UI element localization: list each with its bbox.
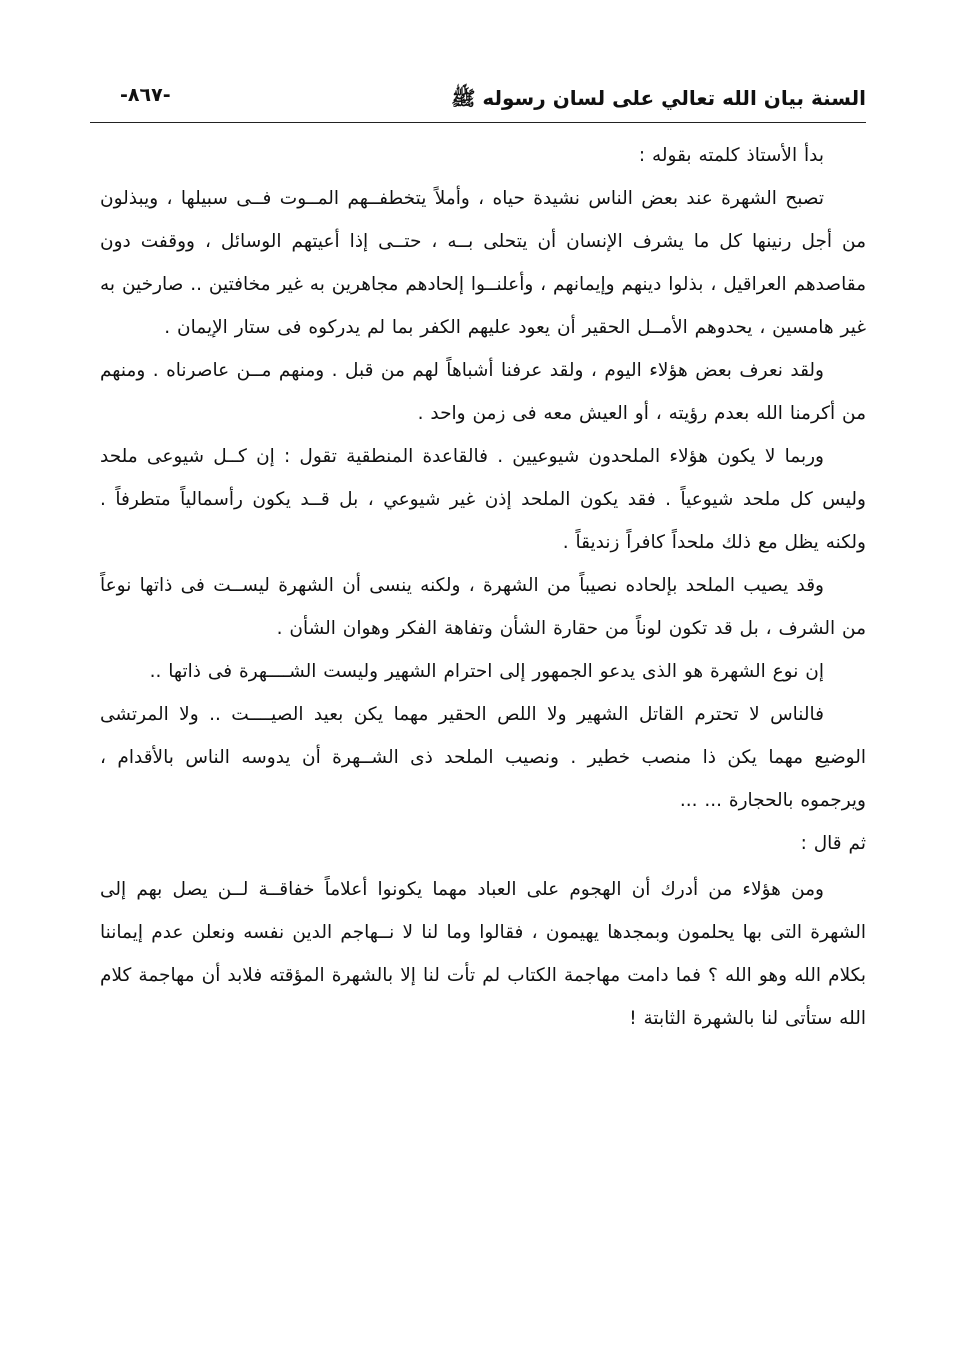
paragraph-then-said: ثم قال : <box>800 833 866 854</box>
paragraph: ولقد نعرف بعض هؤلاء اليوم ، ولقد عرفنا أشباهاً لهم من قبل . ومنهم مــن عاصرناه . ومنهم من أكرمنا الله بعدم رؤيته ، أو العيش معه فى زمن واحد . <box>100 360 866 424</box>
paragraph: وربما لا يكون هؤلاء الملحدون شيوعيين . فالقاعدة المنطقية تقول : إن كــل شيوعى ملحد وليس كل ملحد شيوعياً . فقد يكون الملحد إذن غير شيوعي ، بل قــد يكون رأسمالياً متطرفاً . ولكنه يظل مع ذلك ملحداً كافراً زنديقاً . <box>100 446 866 553</box>
body-text <box>100 134 866 1040</box>
running-header <box>90 82 866 122</box>
page-number: -٨٦٧- <box>120 84 171 106</box>
running-title: السنة بيان الله تعالي على لسان رسوله ﷺ <box>451 86 866 110</box>
paragraph: تصبح الشهرة عند بعض الناس نشيدة حياه ، وأملاً يتخطفــهم المــوت فــى سبيلها ، ويبذلون من أجل رنينها كل ما يشرف الإنسان أن يتحلى بــه ، حتــى إذا أعيتهم الوسائل ، ووقفت دون مقاصدهم العراقيل ، بذلوا دينهم وإيمانهم ، وأعلنــوا إلحادهم مجاهرين به غير مخافتين .. صارخين به غير هامسين ، يحدوهم الأمــل الحقير أن يعود عليهم الكفر بما لم يدركوه فى ستار الإيمان . <box>100 188 866 338</box>
paragraph: وقد يصيب الملحد بإلحاده نصيباً من الشهرة ، ولكنه ينسى أن الشهرة ليســت فى ذاتها نوعاً من الشرف ، بل قد تكون لوناً من حقارة الشأن وتفاهة الفكر وهوان الشأن . <box>100 575 866 639</box>
paragraph: إن نوع الشهرة هو الذى يدعو الجمهور إلى احترام الشهير وليست الشــــهرة فى ذاتها .. <box>149 661 824 682</box>
paragraph: ومن هؤلاء من أدرك أن الهجوم على العباد مهما يكونوا أعلاماً خفاقــة لــن يصل بهم إلى الشهرة التى بها يحلمون وبمجدها يهيمون ، فقالوا وما لنا لا نــهاجم الدين نفسه ونعلن عدم إيماننا بكلام الله وهو الله ؟ فما دامت مهاجمة الكتاب لم تأت لنا إلا بالشهرة المؤقته فلابد أن مهاجمة كلام الله ستأتى لنا بالشهرة الثابتة ! <box>100 879 866 1029</box>
paragraph: فالناس لا تحترم القاتل الشهير ولا اللص الحقير مهما يكن بعيد الصيــــت .. ولا المرتشى الوضيع مهما يكن ذا منصب خطير . ونصيب الملحد ذى الشــهرة أن يدوسه الناس بالأقدام ، ويرجموه بالحجارة ... ... <box>100 704 866 811</box>
paragraph-intro: بدأ الأستاذ كلمته بقوله : <box>638 145 824 166</box>
header-divider <box>90 122 866 123</box>
